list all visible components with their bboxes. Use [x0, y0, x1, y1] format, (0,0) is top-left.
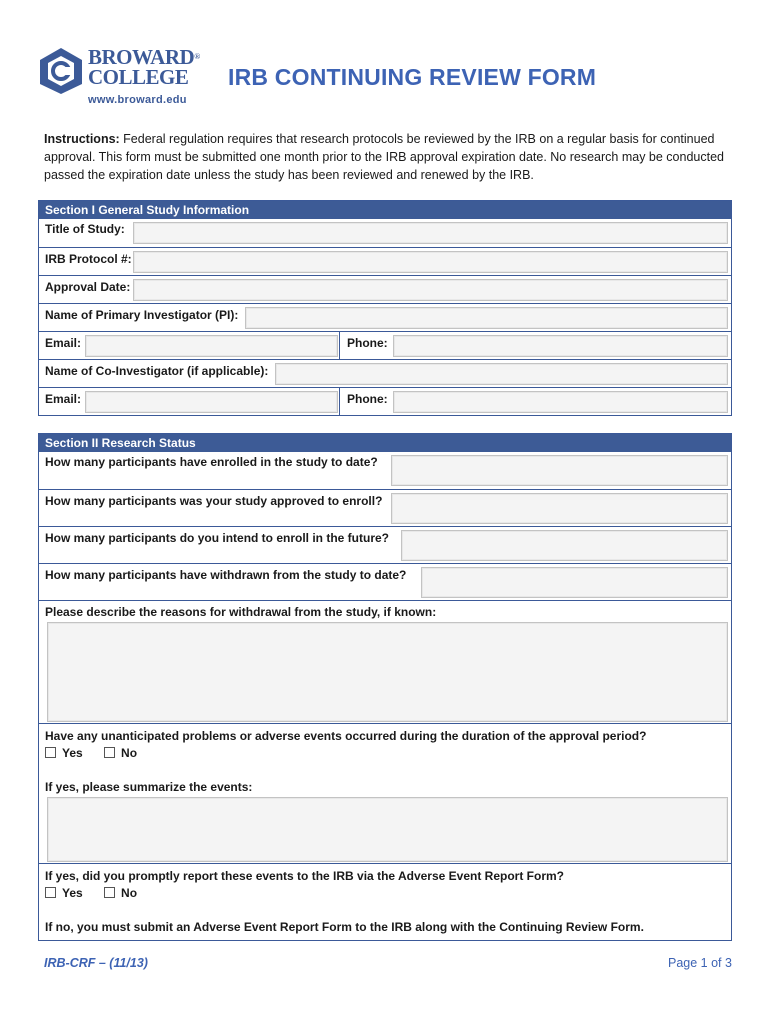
- pi-field[interactable]: [245, 307, 728, 329]
- section-research-status: [38, 433, 732, 941]
- instructions: [44, 130, 734, 184]
- email2-label: Email:: [45, 392, 82, 406]
- reasons-textarea[interactable]: [47, 622, 728, 722]
- broward-college-logo: [38, 42, 200, 108]
- email2-field[interactable]: [85, 391, 338, 413]
- section-general-study-information: [38, 200, 732, 416]
- logo-reg-mark: ®: [194, 52, 200, 61]
- pi-label: Name of Primary Investigator (PI):: [45, 308, 239, 322]
- row-pi-contact: [39, 331, 731, 359]
- coi-label: Name of Co-Investigator (if applicable):: [45, 364, 269, 378]
- problems-options: [45, 746, 137, 760]
- page-number: Page 1 of 3: [668, 956, 732, 970]
- problems-yes-checkbox[interactable]: [45, 747, 56, 758]
- row-title-of-study: [39, 219, 731, 247]
- email-label: Email:: [45, 336, 82, 350]
- instructions-label: Instructions:: [44, 132, 120, 146]
- approval-date-label: Approval Date:: [45, 280, 131, 294]
- phone-field[interactable]: [393, 335, 728, 357]
- intend-field[interactable]: [401, 530, 728, 561]
- instructions-text: Federal regulation requires that research protocols be reviewed by the IRB on a regular basis for continued approval. This form must be submitted one month prior to the IRB approval expiration date. No research may be conducted passed the expiration date unless the study has been reviewed and renewed by the IRB.: [44, 132, 724, 182]
- row-irb-protocol: [39, 247, 731, 275]
- phone2-label: Phone:: [347, 392, 388, 406]
- logo-line2: COLLEGE: [88, 65, 189, 89]
- approved-field[interactable]: [391, 493, 728, 524]
- title-of-study-label: Title of Study:: [45, 222, 125, 236]
- logo-line1: BROWARD: [88, 45, 195, 69]
- approved-question: How many participants was your study approved to enroll?: [45, 494, 383, 508]
- row-withdrawn: [39, 563, 731, 600]
- reported-no-checkbox[interactable]: [104, 887, 115, 898]
- reported-yes-checkbox[interactable]: [45, 887, 56, 898]
- section2-heading: Section II Research Status: [39, 434, 731, 452]
- problems-no-label: No: [121, 746, 138, 760]
- reported-options: [45, 886, 137, 900]
- phone2-field[interactable]: [393, 391, 728, 413]
- reported-yes-label: Yes: [62, 886, 83, 900]
- coi-field[interactable]: [275, 363, 728, 385]
- reported-no-label: No: [121, 886, 138, 900]
- column-divider: [339, 388, 340, 416]
- summarize-question: If yes, please summarize the events:: [45, 780, 253, 794]
- enrolled-question: How many participants have enrolled in the study to date?: [45, 455, 378, 469]
- column-divider: [339, 332, 340, 360]
- row-enrolled: [39, 452, 731, 489]
- section1-heading: Section I General Study Information: [39, 201, 731, 219]
- problems-yes-label: Yes: [62, 746, 83, 760]
- row-coi-contact: [39, 387, 731, 415]
- row-adverse-events: [39, 723, 731, 863]
- title-of-study-field[interactable]: [133, 222, 728, 244]
- broward-seal-icon: [38, 46, 84, 96]
- row-co-investigator: [39, 359, 731, 387]
- logo-url: www.broward.edu: [88, 94, 187, 106]
- row-primary-investigator: [39, 303, 731, 331]
- form-code: IRB-CRF – (11/13): [44, 956, 148, 970]
- irb-protocol-field[interactable]: [133, 251, 728, 273]
- row-approved: [39, 489, 731, 526]
- page-title: IRB CONTINUING REVIEW FORM: [228, 64, 597, 90]
- phone-label: Phone:: [347, 336, 388, 350]
- problems-no-checkbox[interactable]: [104, 747, 115, 758]
- summarize-textarea[interactable]: [47, 797, 728, 862]
- approval-date-field[interactable]: [133, 279, 728, 301]
- enrolled-field[interactable]: [391, 455, 728, 486]
- irb-protocol-label: IRB Protocol #:: [45, 252, 132, 266]
- withdrawn-field[interactable]: [421, 567, 728, 598]
- intend-question: How many participants do you intend to enroll in the future?: [45, 531, 390, 545]
- reasons-question: Please describe the reasons for withdrawal from the study, if known:: [45, 605, 437, 619]
- row-reported: [39, 863, 731, 939]
- withdrawn-question: How many participants have withdrawn from the study to date?: [45, 568, 407, 582]
- email-field[interactable]: [85, 335, 338, 357]
- row-intend: [39, 526, 731, 563]
- row-approval-date: [39, 275, 731, 303]
- reported-question: If yes, did you promptly report these events to the IRB via the Adverse Event Report Form?: [45, 869, 564, 883]
- row-withdrawal-reasons: [39, 600, 731, 723]
- adverse-report-note: If no, you must submit an Adverse Event Report Form to the IRB along with the Continuing Review Form.: [45, 920, 644, 934]
- problems-question: Have any unanticipated problems or adverse events occurred during the duration of the approval period?: [45, 729, 647, 743]
